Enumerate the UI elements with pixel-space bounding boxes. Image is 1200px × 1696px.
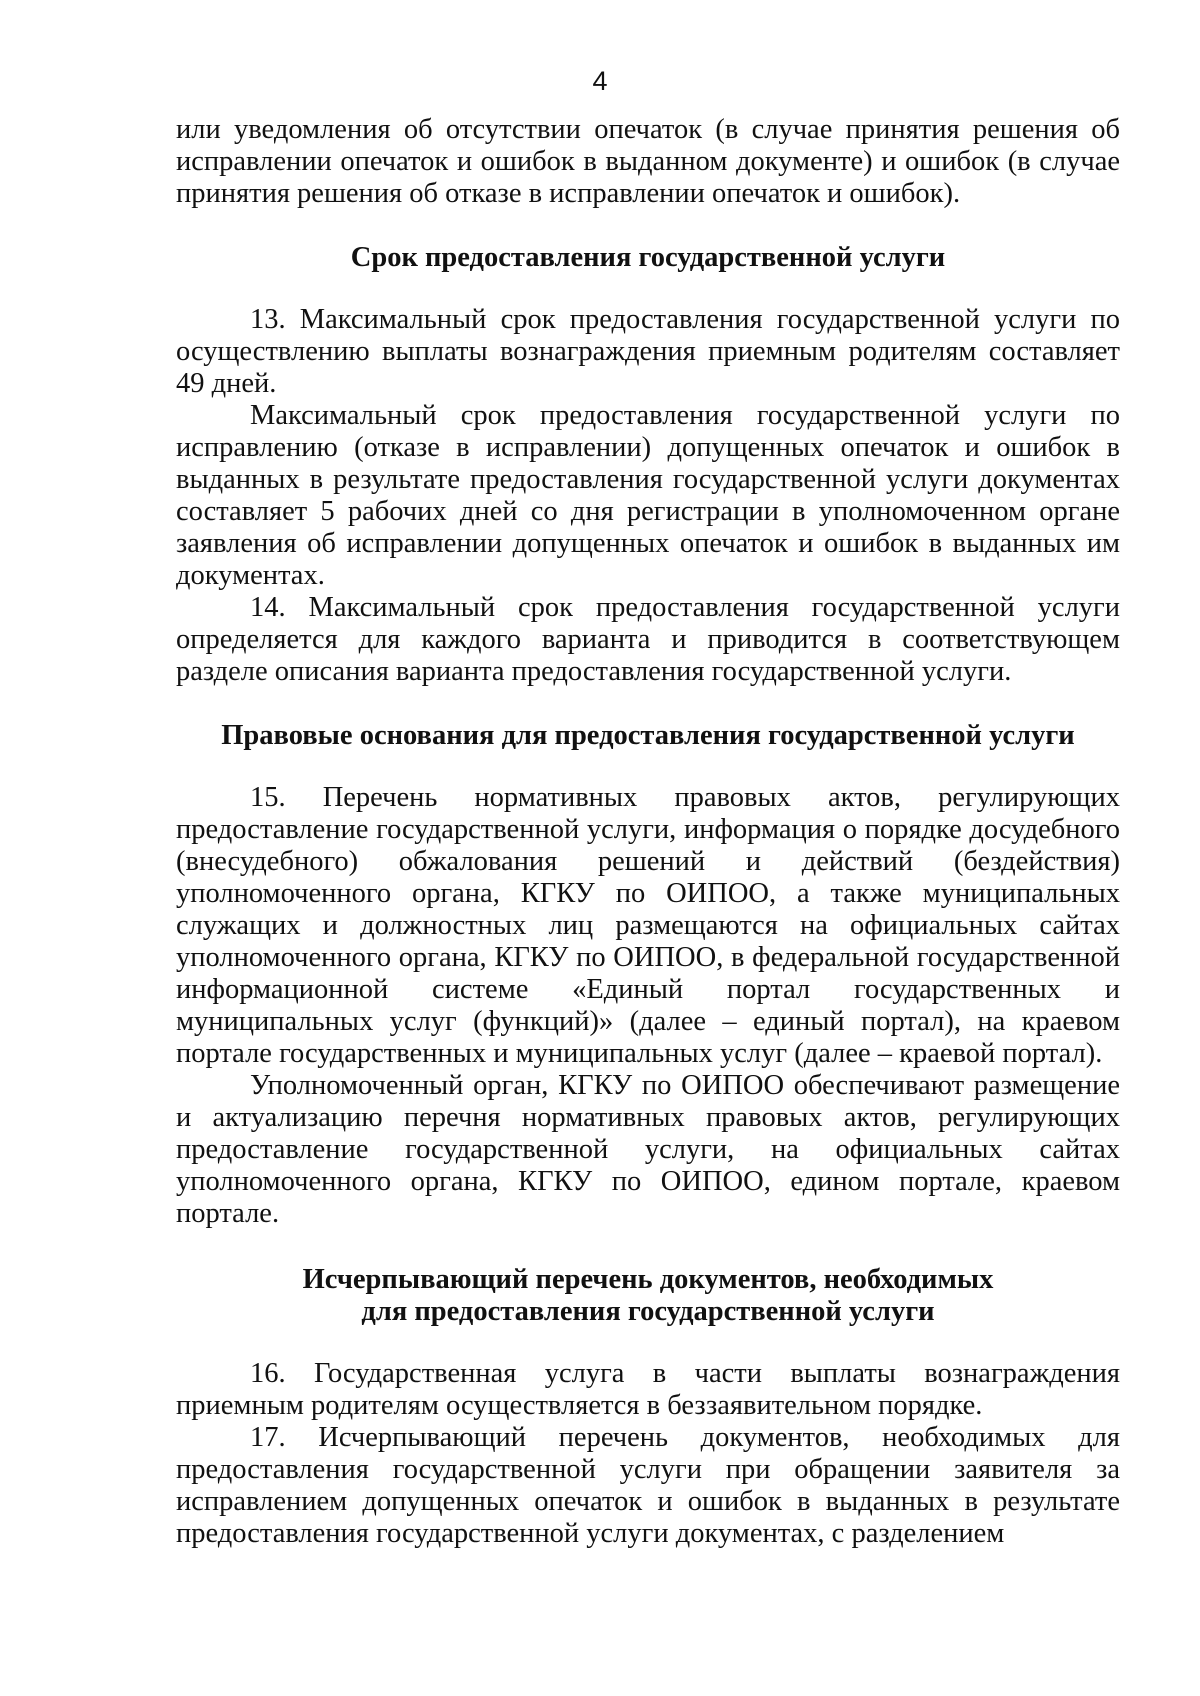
page-number: 4 — [592, 66, 608, 96]
paragraph-15: 15. Перечень нормативных правовых актов, регулирующих предоставление государственной услуги, информация о порядке досудебного (внесудебного) обжалования решений и действий (бездействия) уполномоченного органа, КГКУ по ОИПОО, а также муниципальных служащих и должностных лиц размещаются на официальных сайтах уполномоченного органа, КГКУ по ОИПОО, в федеральной государственной информационной системе «Единый портал государственных и муниципальных услуг (функций)» (далее – единый портал), на краевом портале государственных и муниципальных услуг (далее – краевой портал). — [176, 782, 1120, 1069]
paragraph-13: 13. Максимальный срок предоставления государственной услуги по осуществлению выплаты вознаграждения приемным родителям составляет 49 дней. — [176, 304, 1120, 399]
paragraph-15-continued: Уполномоченный орган, КГКУ по ОИПОО обеспечивают размещение и актуализацию перечня нормативных правовых актов, регулирующих предоставление государственной услуги, на официальных сайтах уполномоченного органа, КГКУ по ОИПОО, едином портале, краевом портале. — [176, 1070, 1120, 1229]
paragraph-intro: или уведомления об отсутствии опечаток (в случае принятия решения об исправлении опечаток и ошибок в выданном документе) и ошибок (в случае принятия решения об отказе в исправлении опечаток и ошибок). — [176, 114, 1120, 209]
section-heading-srok: Срок предоставления государственной услуги — [350, 242, 946, 273]
paragraph-17: 17. Исчерпывающий перечень документов, необходимых для предоставления государственной услуги при обращении заявителя за исправлением допущенных опечаток и ошибок в выданных в результате предоставления государственной услуги документах, с разделением — [176, 1422, 1120, 1549]
document-body — [176, 114, 1120, 1550]
paragraph-16: 16. Государственная услуга в части выплаты вознаграждения приемным родителям осуществляется в беззаявительном порядке. — [176, 1358, 1120, 1421]
paragraph-14: 14. Максимальный срок предоставления государственной услуги определяется для каждого варианта и приводится в соответствующем разделе описания варианта предоставления государственной услуги. — [176, 592, 1120, 687]
section-heading-perechen — [176, 1264, 1120, 1328]
section-heading-perechen-line1: Исчерпывающий перечень документов, необходимых — [302, 1264, 994, 1295]
section-heading-pravo: Правовые основания для предоставления государственной услуги — [221, 720, 1075, 751]
section-heading-perechen-line2: для предоставления государственной услуги — [361, 1296, 935, 1327]
paragraph-13-continued: Максимальный срок предоставления государственной услуги по исправлению (отказе в исправлении) допущенных опечаток и ошибок в выданных в результате предоставления государственной услуги документах составляет 5 рабочих дней со дня регистрации в уполномоченном органе заявления об исправлении допущенных опечаток и ошибок в выданных им документах. — [176, 400, 1120, 591]
